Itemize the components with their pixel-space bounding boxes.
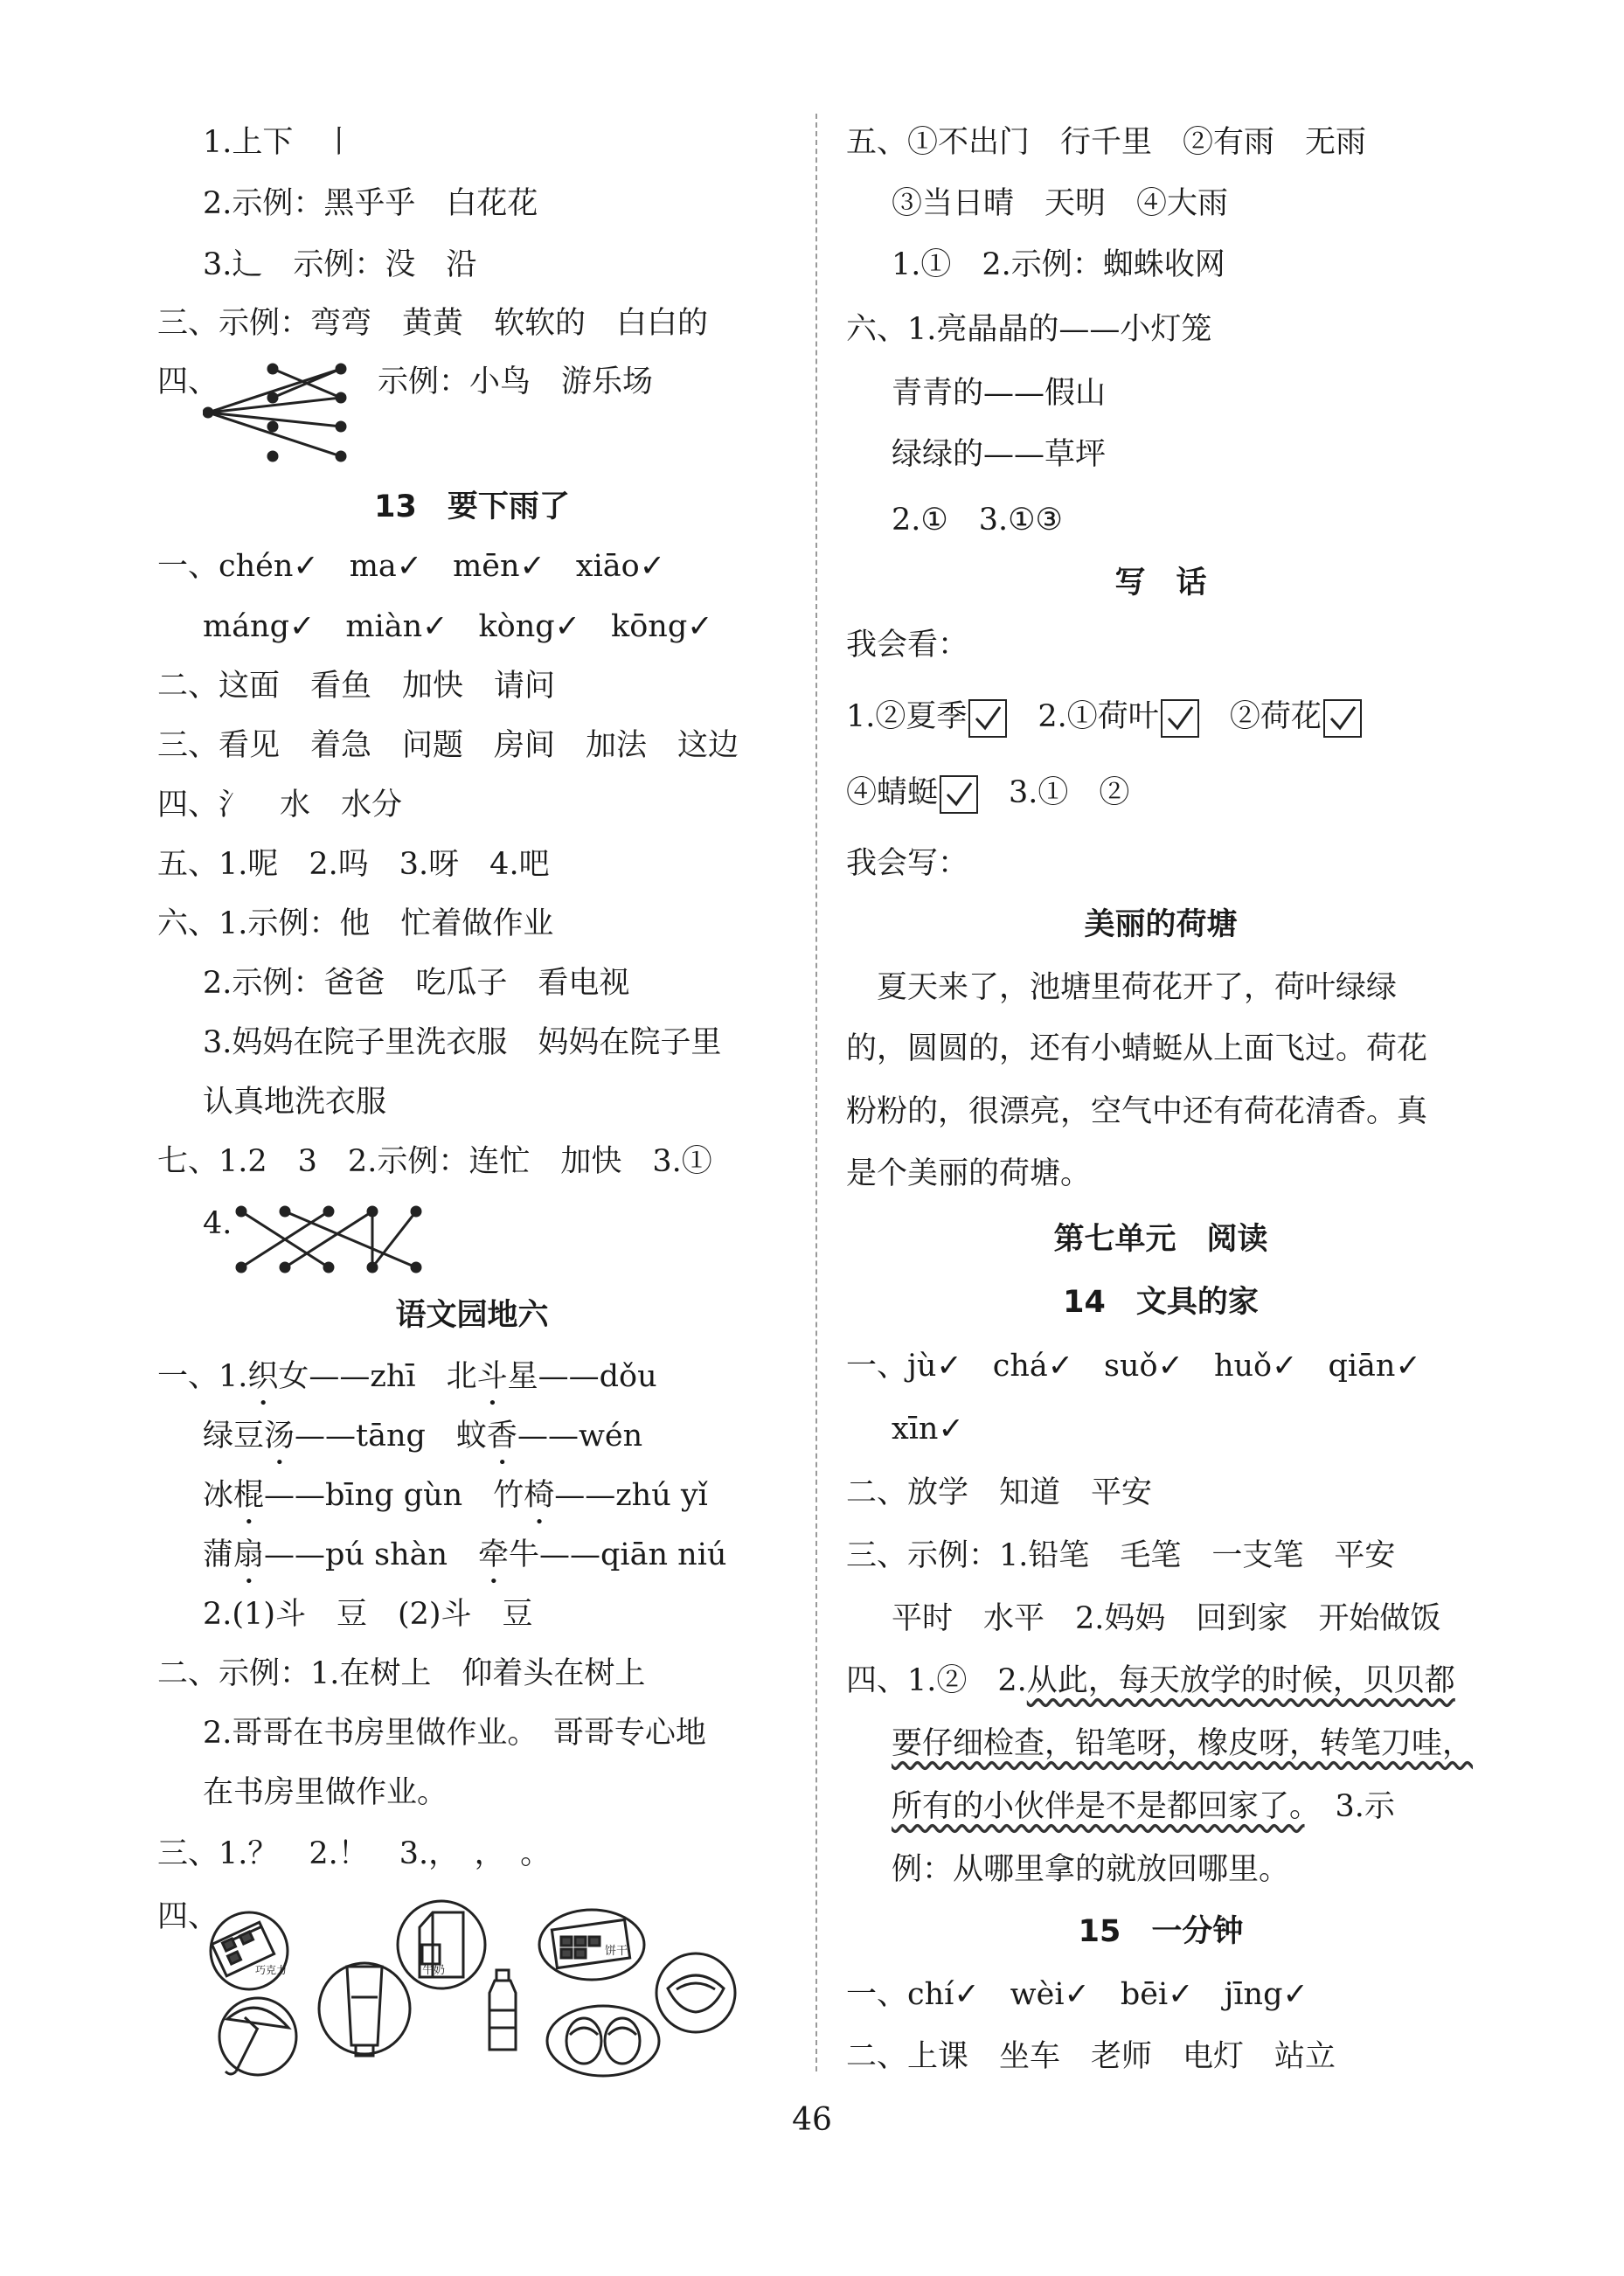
answer-line: 3.妈妈在院子里洗衣服 妈妈在院子里 bbox=[203, 1025, 722, 1060]
unit-title: 第七单元 阅读 bbox=[1053, 1222, 1268, 1257]
check-mark-icon bbox=[1323, 699, 1362, 738]
answer-line: 六、1.亮晶晶的——小灯笼 bbox=[846, 312, 1212, 347]
chocolate-box-picture bbox=[201, 1905, 297, 1993]
slippers-picture bbox=[542, 2002, 664, 2080]
answer-line: 二、上课 坐车 老师 电灯 站立 bbox=[846, 2039, 1336, 2074]
answer-line: 认真地洗衣服 bbox=[203, 1085, 387, 1120]
answer-line: 平时 水平 2.妈妈 回到家 开始做饭 bbox=[892, 1601, 1441, 1636]
water-bottle-picture bbox=[481, 1967, 524, 2054]
essay-line: 夏天来了，池塘里荷花开了，荷叶绿绿 bbox=[846, 970, 1398, 1005]
answer-line: 冰棍——bīng gùn 竹椅——zhú yǐ bbox=[203, 1478, 708, 1513]
answer-line: 1.②夏季 2.①荷叶 ②荷花 bbox=[846, 695, 1362, 739]
answer-line: 2.示例：爸爸 吃瓜子 看电视 bbox=[203, 966, 630, 1001]
check-mark-icon bbox=[1161, 699, 1199, 738]
answer-line: 4. bbox=[203, 1206, 232, 1241]
answer-line: 三、示例：弯弯 黄黄 软软的 白白的 bbox=[157, 306, 709, 341]
answer-line: 三、看见 着急 问题 房间 加法 这边 bbox=[157, 728, 739, 763]
answer-line: 我会写： bbox=[846, 846, 969, 881]
essay-line: 是个美丽的荷塘。 bbox=[846, 1156, 1092, 1191]
svg-text:饼干: 饼干 bbox=[605, 1945, 628, 1958]
bread-bag-picture bbox=[652, 1949, 739, 2037]
answer-line: 二、这面 看鱼 加快 请问 bbox=[157, 669, 556, 704]
matching-lines-diagram bbox=[203, 360, 351, 465]
answer-line: 一、jù✓ chá✓ suǒ✓ huǒ✓ qiān✓ bbox=[846, 1349, 1421, 1384]
answer-line: 3.⻌ 示例：没 沿 bbox=[203, 247, 477, 282]
cross-matching-diagram bbox=[234, 1204, 435, 1274]
answer-line: 2.示例：黑乎乎 白花花 bbox=[203, 186, 538, 221]
answer-line: 四、 bbox=[157, 364, 219, 399]
umbrella-picture bbox=[210, 1993, 302, 2080]
svg-text:巧克力: 巧克力 bbox=[255, 1964, 288, 1976]
milk-carton-picture bbox=[393, 1897, 489, 1993]
answer-line: 绿豆汤——tāng 蚊香——wén bbox=[203, 1419, 643, 1454]
answer-line: 要仔细检查，铅笔呀，橡皮呀，转笔刀哇， bbox=[892, 1726, 1474, 1761]
answer-line: 二、示例：1.在树上 仰着头在树上 bbox=[157, 1656, 646, 1691]
answer-line: 在书房里做作业。 bbox=[203, 1775, 448, 1810]
answer-line: 2.① 3.①③ bbox=[892, 503, 1063, 538]
answer-line: 一、1.织女——zhī 北斗星——dǒu bbox=[157, 1359, 657, 1394]
section-title: 13 要下雨了 bbox=[374, 489, 570, 524]
check-mark-icon bbox=[940, 775, 978, 814]
answer-line: 所有的小伙伴是不是都回家了。 3.示 bbox=[892, 1789, 1395, 1824]
answer-line: 六、1.示例：他 忙着做作业 bbox=[157, 906, 554, 941]
essay-line: 的，圆圆的，还有小蜻蜓从上面飞过。荷花 bbox=[846, 1031, 1428, 1066]
answer-line: 七、1.2 3 2.示例：连忙 加快 3.① bbox=[157, 1144, 712, 1179]
answer-line: ④蜻蜓 3.① ② bbox=[846, 771, 1129, 815]
section-title: 语文园地六 bbox=[395, 1298, 549, 1333]
essay-title: 美丽的荷塘 bbox=[1084, 907, 1238, 942]
answer-line: máng✓ miàn✓ kòng✓ kōng✓ bbox=[203, 609, 713, 644]
answer-line: 一、chén✓ ma✓ mēn✓ xiāo✓ bbox=[157, 549, 666, 584]
answer-line: 二、放学 知道 平安 bbox=[846, 1475, 1153, 1510]
answer-line: 一、chí✓ wèi✓ bēi✓ jīng✓ bbox=[846, 1977, 1308, 2012]
answer-line: 三、示例：1.铅笔 毛笔 一支笔 平安 bbox=[846, 1538, 1396, 1573]
section-title: 15 一分钟 bbox=[1078, 1914, 1244, 1949]
page-number: 46 bbox=[792, 2102, 832, 2138]
column-divider bbox=[815, 114, 817, 2071]
answer-line: xīn✓ bbox=[892, 1412, 964, 1447]
section-title: 14 文具的家 bbox=[1063, 1285, 1259, 1320]
answer-line: 四、1.② 2.从此，每天放学的时候，贝贝都 bbox=[846, 1663, 1455, 1698]
answer-line: 1.① 2.示例：蜘蛛收网 bbox=[892, 247, 1225, 282]
check-mark-icon bbox=[968, 699, 1007, 738]
essay-line: 粉粉的，很漂亮，空气中还有荷花清香。真 bbox=[846, 1094, 1428, 1129]
answer-line: 五、①不出门 行千里 ②有雨 无雨 bbox=[846, 125, 1367, 160]
answer-line: 1.上下 丨 bbox=[203, 125, 355, 160]
answer-line: 绿绿的——草坪 bbox=[892, 437, 1107, 472]
answer-line: 蒲扇——pú shàn 牵牛——qiān niú bbox=[203, 1537, 727, 1572]
answer-line: 三、1.？ 2.！ 3.， ， 。 bbox=[157, 1836, 552, 1871]
answer-line: ③当日晴 天明 ④大雨 bbox=[892, 186, 1229, 221]
section-title: 写 话 bbox=[1114, 566, 1207, 600]
biscuit-box-picture bbox=[535, 1905, 649, 1984]
svg-text:牛奶: 牛奶 bbox=[422, 1964, 446, 1977]
answer-line: 2.(1)斗 豆 (2)斗 豆 bbox=[203, 1597, 533, 1632]
answer-line: 青青的——假山 bbox=[892, 376, 1107, 411]
answer-line: 五、1.呢 2.吗 3.呀 4.吧 bbox=[157, 847, 550, 882]
answer-line: 2.哥哥在书房里做作业。 哥哥专心地 bbox=[203, 1716, 706, 1751]
answer-line: 例：从哪里拿的就放回哪里。 bbox=[892, 1852, 1290, 1887]
answer-line: 四、 bbox=[157, 1899, 219, 1934]
answer-line: 我会看： bbox=[846, 628, 969, 663]
answer-line: 示例：小鸟 游乐场 bbox=[378, 364, 654, 399]
answer-line: 四、氵 水 水分 bbox=[157, 788, 403, 822]
